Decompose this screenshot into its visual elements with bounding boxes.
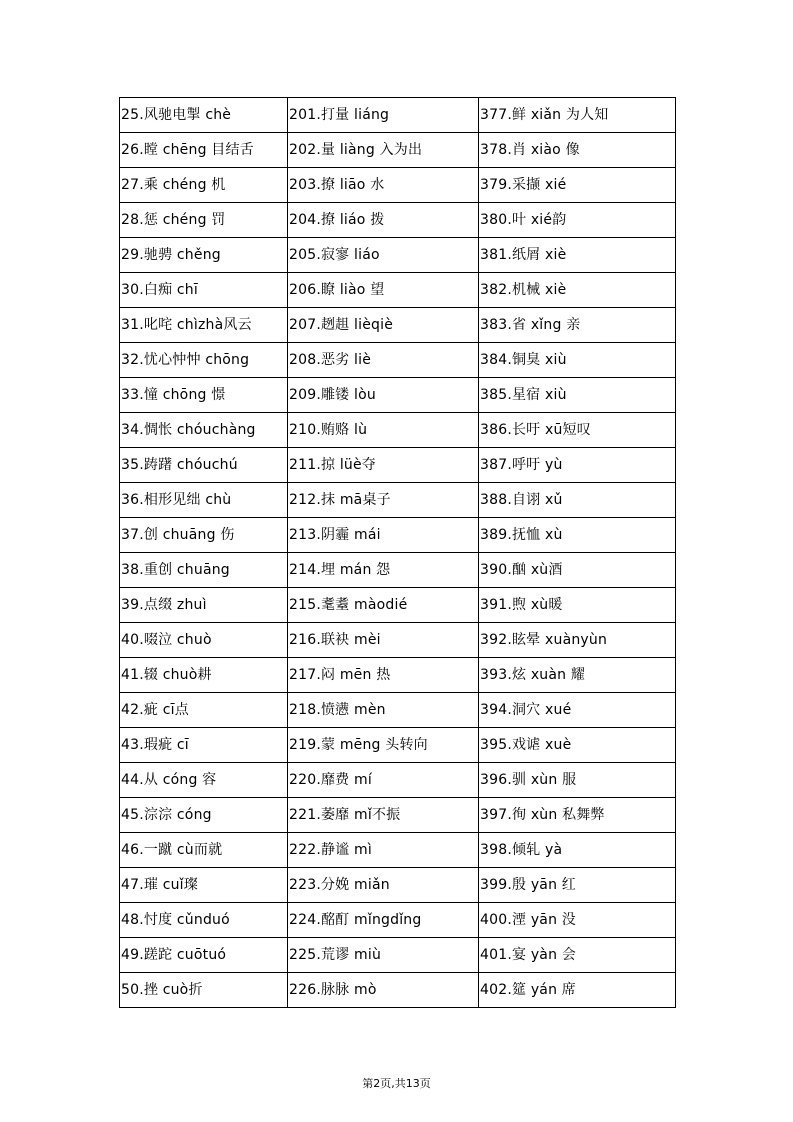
table-cell: 46.一蹴 cù而就 <box>120 833 288 868</box>
table-row <box>120 938 676 973</box>
table-cell: 398.倾轧 yà <box>479 833 676 868</box>
table-row <box>120 833 676 868</box>
table-row <box>120 973 676 1008</box>
table-row <box>120 308 676 343</box>
table-cell: 210.贿赂 lù <box>288 413 479 448</box>
table-cell: 213.阴霾 mái <box>288 518 479 553</box>
table-cell: 399.殷 yān 红 <box>479 868 676 903</box>
table-row <box>120 98 676 133</box>
table-cell: 391.煦 xù暖 <box>479 588 676 623</box>
table-cell: 207.趔趄 lièqiè <box>288 308 479 343</box>
table-cell: 204.撩 liáo 拨 <box>288 203 479 238</box>
table-cell: 222.静谧 mì <box>288 833 479 868</box>
table-cell: 49.蹉跎 cuōtuó <box>120 938 288 973</box>
table-cell: 380.叶 xié韵 <box>479 203 676 238</box>
table-cell: 50.挫 cuò折 <box>120 973 288 1008</box>
table-cell: 205.寂寥 liáo <box>288 238 479 273</box>
table-cell: 38.重创 chuāng <box>120 553 288 588</box>
table-cell: 383.省 xǐng 亲 <box>479 308 676 343</box>
table-cell: 37.创 chuāng 伤 <box>120 518 288 553</box>
table-cell: 221.萎靡 mǐ不振 <box>288 798 479 833</box>
table-row <box>120 763 676 798</box>
table-cell: 216.联袂 mèi <box>288 623 479 658</box>
table-cell: 386.长吁 xū短叹 <box>479 413 676 448</box>
table-cell: 384.铜臭 xiù <box>479 343 676 378</box>
table-cell: 32.忧心忡忡 chōng <box>120 343 288 378</box>
table-cell: 390.酗 xù酒 <box>479 553 676 588</box>
table-cell: 219.蒙 mēng 头转向 <box>288 728 479 763</box>
table-cell: 382.机械 xiè <box>479 273 676 308</box>
table-cell: 395.戏谑 xuè <box>479 728 676 763</box>
table-cell: 201.打量 liáng <box>288 98 479 133</box>
table-cell: 396.驯 xùn 服 <box>479 763 676 798</box>
table-cell: 25.风驰电掣 chè <box>120 98 288 133</box>
table-cell: 214.埋 mán 怨 <box>288 553 479 588</box>
table-cell: 48.忖度 cǔnduó <box>120 903 288 938</box>
table-row <box>120 728 676 763</box>
table-cell: 41.辍 chuò耕 <box>120 658 288 693</box>
table-cell: 27.乘 chéng 机 <box>120 168 288 203</box>
table-cell: 220.靡费 mí <box>288 763 479 798</box>
table-cell: 226.脉脉 mò <box>288 973 479 1008</box>
table-cell: 30.白痴 chī <box>120 273 288 308</box>
table-cell: 45.淙淙 cóng <box>120 798 288 833</box>
table-cell: 44.从 cóng 容 <box>120 763 288 798</box>
table-cell: 211.掠 lüè夺 <box>288 448 479 483</box>
table-cell: 215.耄耋 màodié <box>288 588 479 623</box>
table-cell: 209.雕镂 lòu <box>288 378 479 413</box>
table-cell: 402.筵 yán 席 <box>479 973 676 1008</box>
table-cell: 42.疵 cī点 <box>120 693 288 728</box>
table-row <box>120 238 676 273</box>
table-cell: 385.星宿 xiù <box>479 378 676 413</box>
table-row <box>120 868 676 903</box>
table-row <box>120 588 676 623</box>
table-cell: 400.湮 yān 没 <box>479 903 676 938</box>
table-row <box>120 798 676 833</box>
table-row <box>120 203 676 238</box>
table-cell: 31.叱咤 chìzhà风云 <box>120 308 288 343</box>
table-row <box>120 658 676 693</box>
table-cell: 26.瞠 chēng 目结舌 <box>120 133 288 168</box>
table-cell: 40.啜泣 chuò <box>120 623 288 658</box>
table-row <box>120 133 676 168</box>
table-cell: 34.惆怅 chóuchàng <box>120 413 288 448</box>
table-row <box>120 623 676 658</box>
vocabulary-table <box>119 97 676 1008</box>
table-cell: 47.璀 cuǐ璨 <box>120 868 288 903</box>
vocabulary-table-body <box>120 98 676 1008</box>
table-cell: 203.撩 liāo 水 <box>288 168 479 203</box>
table-cell: 28.惩 chéng 罚 <box>120 203 288 238</box>
table-cell: 401.宴 yàn 会 <box>479 938 676 973</box>
table-row <box>120 273 676 308</box>
table-cell: 397.徇 xùn 私舞弊 <box>479 798 676 833</box>
table-cell: 377.鲜 xiǎn 为人知 <box>479 98 676 133</box>
table-cell: 389.抚恤 xù <box>479 518 676 553</box>
table-cell: 212.抹 mā桌子 <box>288 483 479 518</box>
table-cell: 36.相形见绌 chù <box>120 483 288 518</box>
table-row <box>120 343 676 378</box>
page-number-footer: 第2页,共13页 <box>362 1077 431 1090</box>
table-cell: 381.纸屑 xiè <box>479 238 676 273</box>
table-row <box>120 693 676 728</box>
table-cell: 225.荒谬 miù <box>288 938 479 973</box>
table-row <box>120 553 676 588</box>
table-cell: 218.愤懑 mèn <box>288 693 479 728</box>
table-row <box>120 903 676 938</box>
table-cell: 43.瑕疵 cī <box>120 728 288 763</box>
table-cell: 208.恶劣 liè <box>288 343 479 378</box>
table-cell: 217.闷 mēn 热 <box>288 658 479 693</box>
table-cell: 394.洞穴 xué <box>479 693 676 728</box>
table-cell: 35.踌躇 chóuchú <box>120 448 288 483</box>
table-cell: 206.瞭 liào 望 <box>288 273 479 308</box>
table-row <box>120 168 676 203</box>
table-cell: 224.酩酊 mǐngdǐng <box>288 903 479 938</box>
table-cell: 387.呼吁 yù <box>479 448 676 483</box>
table-row <box>120 518 676 553</box>
table-cell: 33.憧 chōng 憬 <box>120 378 288 413</box>
table-row <box>120 483 676 518</box>
table-cell: 29.驰骋 chěng <box>120 238 288 273</box>
table-cell: 379.采撷 xié <box>479 168 676 203</box>
table-cell: 202.量 liàng 入为出 <box>288 133 479 168</box>
table-cell: 378.肖 xiào 像 <box>479 133 676 168</box>
table-row <box>120 378 676 413</box>
table-cell: 392.眩晕 xuànyùn <box>479 623 676 658</box>
table-row <box>120 448 676 483</box>
table-cell: 223.分娩 miǎn <box>288 868 479 903</box>
table-cell: 39.点缀 zhuì <box>120 588 288 623</box>
table-cell: 388.自诩 xǔ <box>479 483 676 518</box>
table-row <box>120 413 676 448</box>
table-cell: 393.炫 xuàn 耀 <box>479 658 676 693</box>
